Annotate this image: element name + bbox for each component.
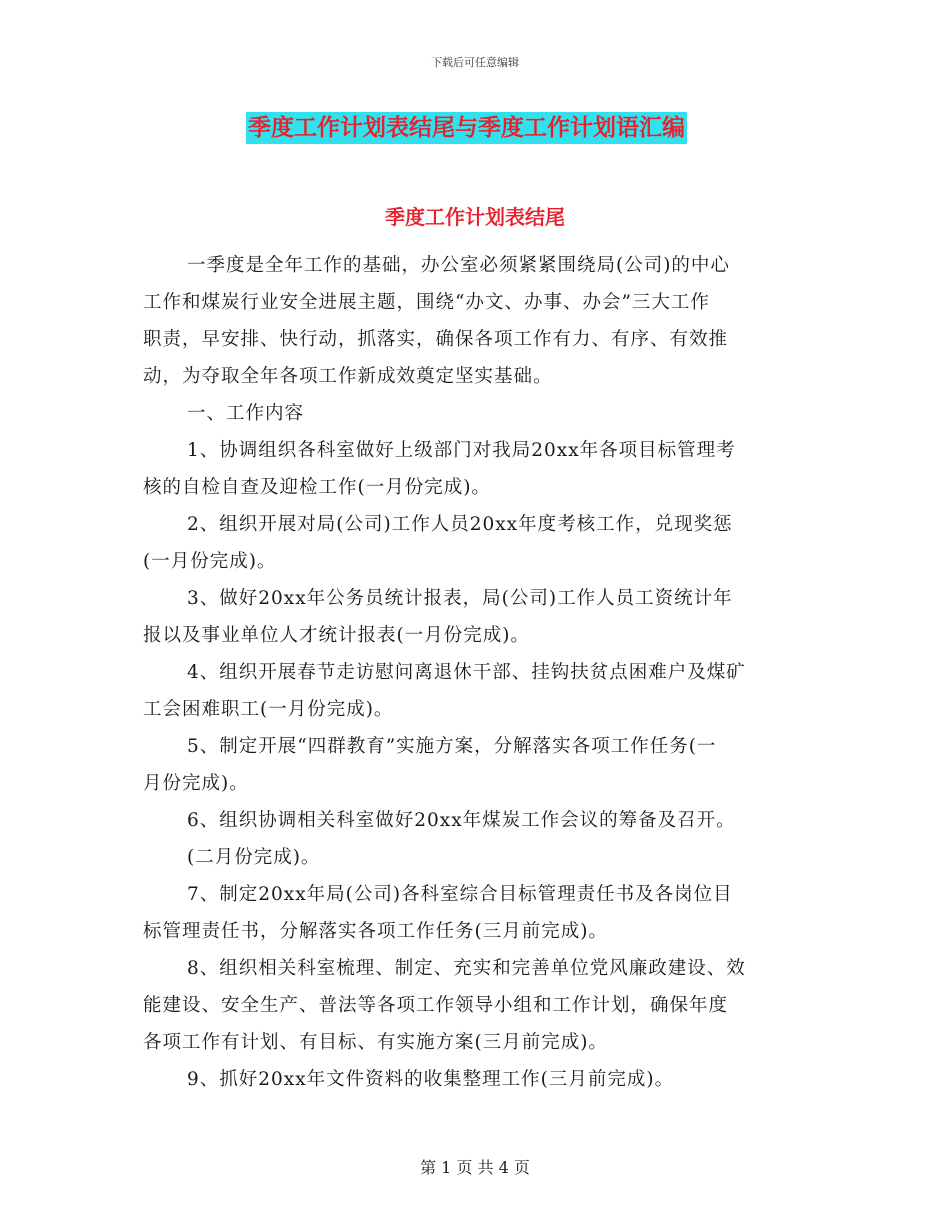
text-line: 2、组织开展对局(公司)工作人员20xx年度考核工作，兑现奖惩 [187, 514, 733, 535]
text-line: 职责，早安排、快行动，抓落实，确保各项工作有力、有序、有效推 [143, 329, 729, 350]
text-line: 动，为夺取全年各项工作新成效奠定坚实基础。 [143, 366, 553, 387]
text-line: 一季度是全年工作的基础，办公室必须紧紧围绕局(公司)的中心 [187, 255, 730, 276]
text-line: 能建设、安全生产、普法等各项工作领导小组和工作计划，确保年度 [143, 995, 729, 1016]
text-line: 5、制定开展“四群教育”实施方案，分解落实各项工作任务(一 [187, 736, 717, 757]
text-line: 8、组织相关科室梳理、制定、充实和完善单位党风廉政建设、效 [187, 958, 746, 979]
body-text [143, 247, 803, 1098]
text-line: (一月份完成)。 [143, 551, 277, 572]
text-line: 报以及事业单位人才统计报表(一月份完成)。 [143, 625, 530, 646]
text-line: 标管理责任书，分解落实各项工作任务(三月前完成)。 [143, 921, 608, 942]
text-line: 9、抓好20xx年文件资料的收集整理工作(三月前完成)。 [187, 1069, 675, 1090]
text-line: 月份完成)。 [143, 773, 249, 794]
text-line: 1、协调组织各科室做好上级部门对我局20xx年各项目标管理考 [187, 440, 736, 461]
text-line: 核的自检自查及迎检工作(一月份完成)。 [143, 477, 491, 498]
section-title: 季度工作计划表结尾 [385, 205, 565, 229]
document-title: 季度工作计划表结尾与季度工作计划语汇编 [246, 112, 687, 144]
text-line: 一、工作内容 [187, 403, 305, 424]
header-note: 下载后可任意编辑 [431, 56, 519, 69]
text-line: 各项工作有计划、有目标、有实施方案(三月前完成)。 [143, 1032, 608, 1053]
text-line: (二月份完成)。 [187, 847, 321, 868]
text-line: 6、组织协调相关科室做好20xx年煤炭工作会议的筹备及召开。 [187, 810, 736, 831]
text-line: 工作和煤炭行业安全进展主题，围绕“办文、办事、办会”三大工作 [143, 292, 710, 313]
page-footer: 第 1 页 共 4 页 [420, 1158, 530, 1177]
text-line: 工会困难职工(一月份完成)。 [143, 699, 394, 720]
text-line: 4、组织开展春节走访慰问离退休干部、挂钩扶贫点困难户及煤矿 [187, 662, 746, 683]
text-line: 3、做好20xx年公务员统计报表，局(公司)工作人员工资统计年 [187, 588, 733, 609]
text-line: 7、制定20xx年局(公司)各科室综合目标管理责任书及各岗位目 [187, 884, 733, 905]
